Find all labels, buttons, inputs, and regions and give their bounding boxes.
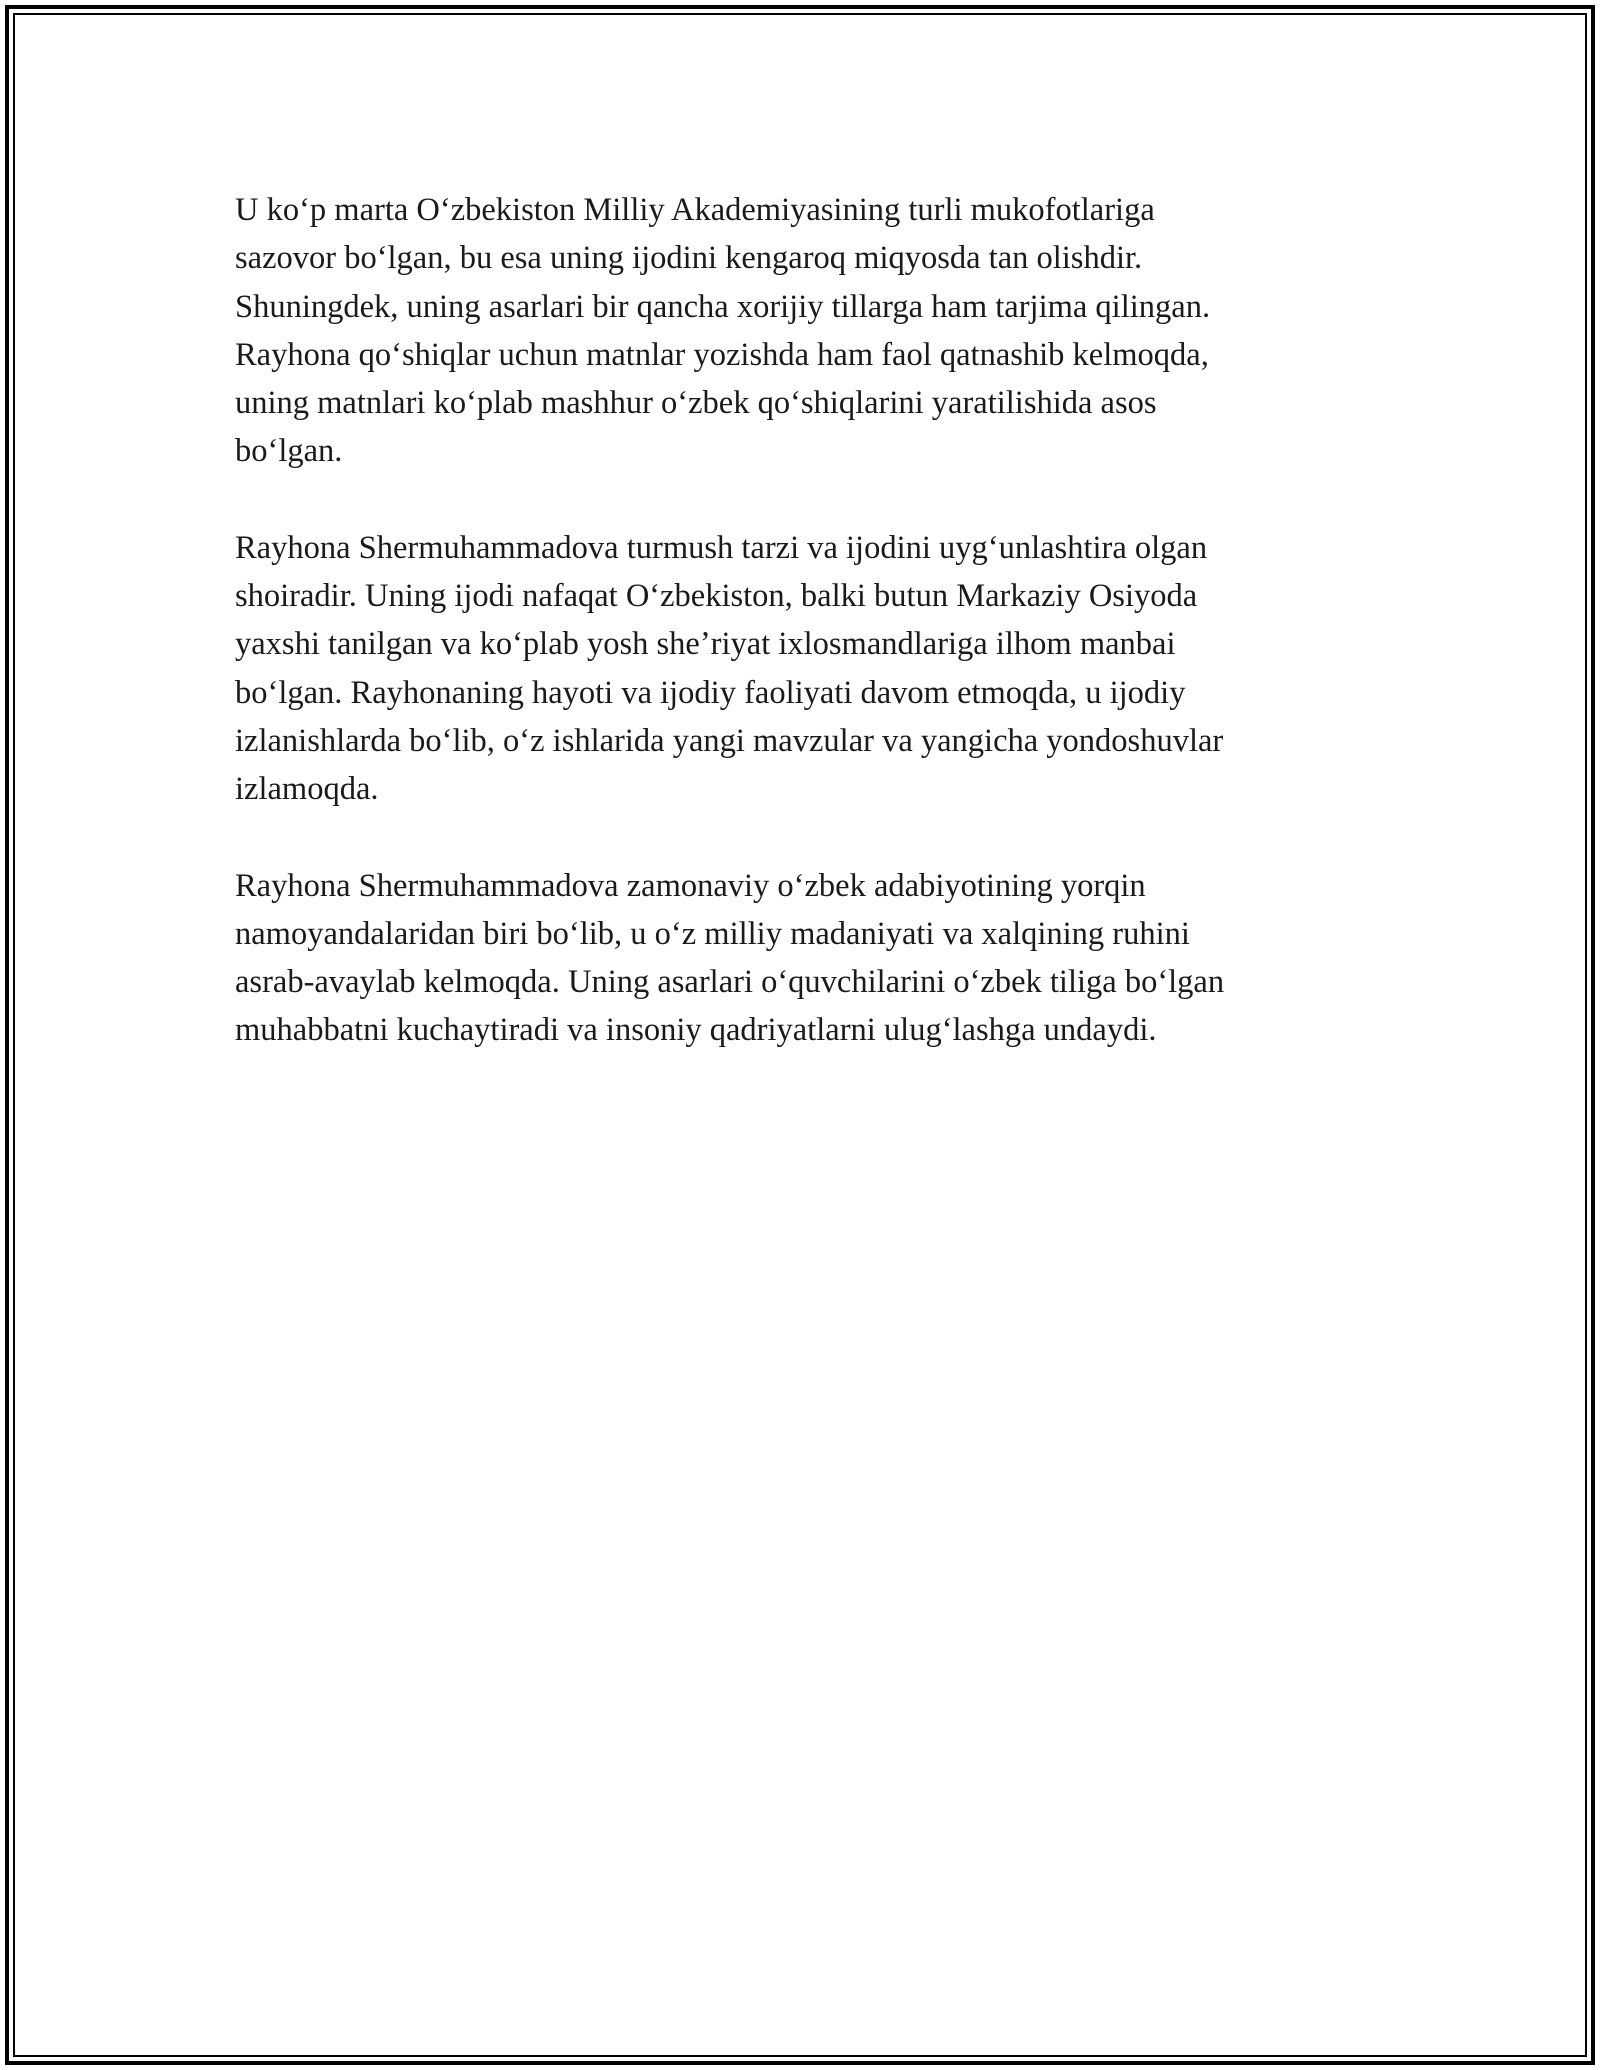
paragraph-line: Rayhona Shermuhammadova turmush tarzi va ijodini uygʻunlashtira olgan: [235, 529, 1208, 566]
paragraph-line: namoyandalaridan biri boʻlib, u oʻz milliy madaniyati va xalqining ruhini: [235, 915, 1190, 952]
paragraph-line: asrab-avaylab kelmoqda. Uning asarlari oʻquvchilarini oʻzbek tiliga boʻlgan: [235, 964, 1225, 1001]
paragraph-line: Rayhona qoʻshiqlar uchun matnlar yozishda ham faol qatnashib kelmoqda,: [235, 336, 1209, 373]
paragraph-line: yaxshi tanilgan va koʻplab yosh sheʼriyat ixlosmandlariga ilhom manbai: [235, 626, 1176, 663]
paragraph-line: shoiradir. Uning ijodi nafaqat Oʻzbekiston, balki butun Markaziy Osiyoda: [235, 578, 1198, 615]
paragraph-line: Shuningdek, uning asarlari bir qancha xorijiy tillarga ham tarjima qilingan.: [235, 288, 1211, 325]
paragraph-line: sazovor boʻlgan, bu esa uning ijodini kengaroq miqyosda tan olishdir.: [235, 240, 1143, 277]
paragraph-3: [235, 862, 1365, 1055]
paragraph-line: izlamoqda.: [235, 771, 379, 808]
paragraph-line: boʻlgan. Rayhonaning hayoti va ijodiy faoliyati davom etmoqda, u ijodiy: [235, 674, 1186, 711]
paragraph-line: muhabbatni kuchaytiradi va insoniy qadriyatlarni ulugʻlashga undaydi.: [235, 1012, 1157, 1049]
document-body: [235, 186, 1365, 1103]
paragraph-line: Rayhona Shermuhammadova zamonaviy oʻzbek adabiyotining yorqin: [235, 867, 1146, 904]
paragraph-2: [235, 524, 1365, 814]
paragraph-line: izlanishlarda boʻlib, oʻz ishlarida yangi mavzular va yangicha yondoshuvlar: [235, 722, 1224, 759]
paragraph-1: [235, 186, 1365, 476]
paragraph-line: U koʻp marta Oʻzbekiston Milliy Akademiyasining turli mukofotlariga: [235, 192, 1155, 228]
paragraph-line: uning matnlari koʻplab mashhur oʻzbek qoʻshiqlarini yaratilishida asos: [235, 385, 1157, 422]
paragraph-line: boʻlgan.: [235, 433, 343, 470]
